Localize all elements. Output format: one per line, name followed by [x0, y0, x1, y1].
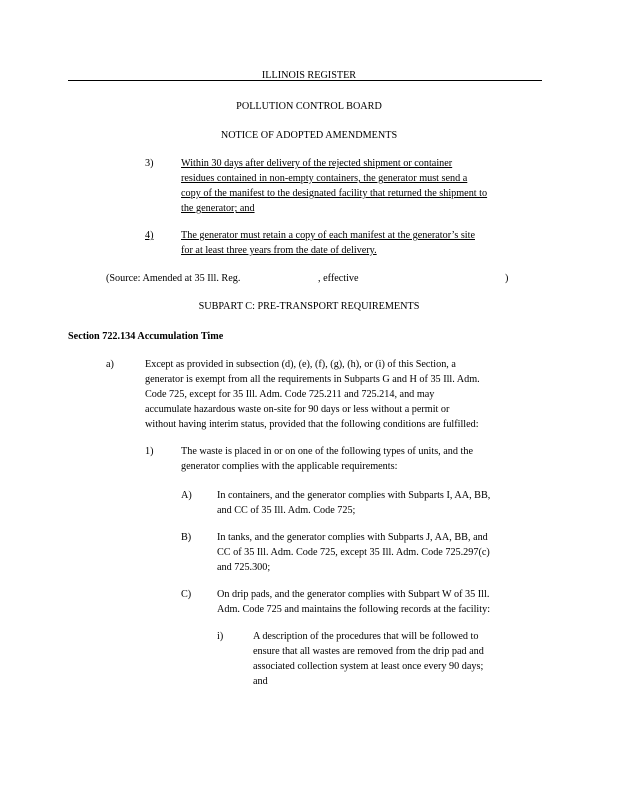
para-a-line-4: accumulate hazardous waste on-site for 90 days or less without a permit or — [145, 404, 450, 415]
para-1-label: 1) — [145, 446, 154, 457]
para-B-line-3: and 725.300; — [217, 562, 271, 573]
item-4-line-2: for at least three years from the date of delivery. — [181, 245, 377, 256]
item-3-number: 3) — [145, 158, 154, 169]
para-B-line-1: In tanks, and the generator complies with Subparts J, AA, BB, and — [217, 532, 488, 543]
para-A-line-1: In containers, and the generator complies with Subparts I, AA, BB, — [217, 490, 491, 501]
para-a-line-3: Code 725, except for 35 Ill. Adm. Code 725.211 and 725.214, and may — [145, 389, 435, 400]
register-title: ILLINOIS REGISTER — [261, 70, 357, 81]
header-rule — [68, 80, 542, 81]
para-i-line-1: A description of the procedures that will be followed to — [253, 631, 479, 642]
para-A-label: A) — [181, 490, 192, 501]
para-A-line-2: and CC of 35 Ill. Adm. Code 725; — [217, 505, 356, 516]
para-B-line-2: CC of 35 Ill. Adm. Code 725, except 35 Ill. Adm. Code 725.297(c) — [217, 547, 490, 558]
item-3-line-1: Within 30 days after delivery of the rejected shipment or container — [181, 158, 453, 169]
notice-title: NOTICE OF ADOPTED AMENDMENTS — [220, 130, 398, 141]
item-3-line-4: the generator; and — [181, 203, 255, 214]
para-i-line-2: ensure that all wastes are removed from the drip pad and — [253, 646, 484, 657]
para-a-label: a) — [106, 359, 114, 370]
board-title: POLLUTION CONTROL BOARD — [236, 101, 382, 112]
source-effective: , effective — [318, 273, 359, 284]
para-B-label: B) — [181, 532, 192, 543]
para-C-label: C) — [181, 589, 192, 600]
item-3-line-3: copy of the manifest to the designated facility that returned the shipment to — [181, 188, 488, 199]
para-C-line-2: Adm. Code 725 and maintains the following records at the facility: — [217, 604, 491, 615]
source-suffix: ) — [505, 273, 509, 284]
subpart-heading: SUBPART C: PRE-TRANSPORT REQUIREMENTS — [198, 301, 420, 312]
para-a-line-2: generator is exempt from all the requirements in Subparts G and H of 35 Ill. Adm. — [145, 374, 480, 385]
item-4-line-1: The generator must retain a copy of each manifest at the generator’s site — [181, 230, 475, 241]
para-C-line-1: On drip pads, and the generator complies with Subpart W of 35 Ill. — [217, 589, 490, 600]
para-a-line-1: Except as provided in subsection (d), (e), (f), (g), (h), or (i) of this Section, a — [145, 359, 456, 370]
para-i-label: i) — [217, 631, 224, 642]
item-4-number: 4) — [145, 230, 154, 241]
para-1-line-1: The waste is placed in or on one of the following types of units, and the — [181, 446, 473, 457]
source-prefix: (Source: Amended at 35 Ill. Reg. — [106, 273, 241, 284]
item-3-line-2: residues contained in non-empty containers, the generator must send a — [181, 173, 468, 184]
section-heading: Section 722.134 Accumulation Time — [68, 331, 224, 342]
para-i-line-4: and — [253, 676, 268, 687]
para-1-line-2: generator complies with the applicable requirements: — [181, 461, 398, 472]
para-i-line-3: associated collection system at least once every 90 days; — [253, 661, 484, 672]
para-a-line-5: without having interim status, provided that the following conditions are fulfilled: — [145, 419, 479, 430]
